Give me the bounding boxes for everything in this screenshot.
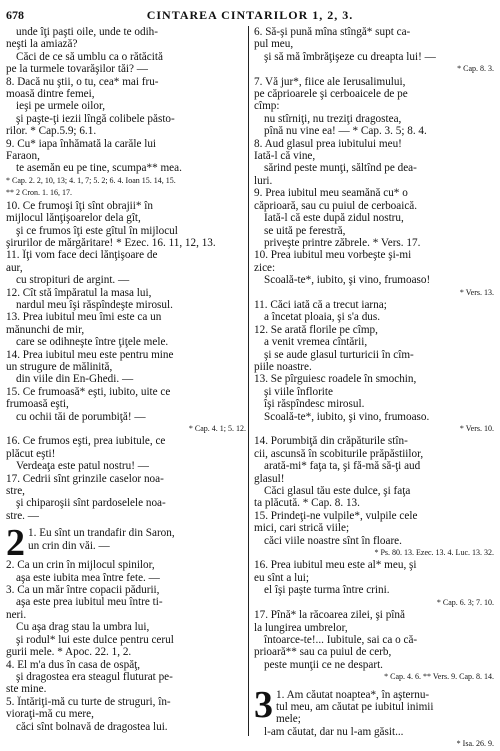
verse-line: 9. Prea iubitul meu seamănă cu* o bbox=[254, 187, 408, 200]
verse-line: l-am căutat, dar nu l-am găsit... bbox=[264, 725, 404, 738]
cross-reference: * Vers. 10. bbox=[459, 424, 494, 433]
verse-line: 12. Cît stă împăratul la masa lui, bbox=[6, 286, 152, 299]
right-verses bbox=[254, 26, 494, 684]
verse-line: 15. Prindeţi-ne vulpile*, vulpile cele bbox=[254, 509, 418, 522]
verse-line: prioară** sau ca puiul de cerb, bbox=[254, 646, 392, 659]
verse-line: din viile din En-Ghedi. — bbox=[16, 373, 134, 386]
verse-line: mici, cari strică viile; bbox=[254, 522, 350, 535]
verse-line: şi paşte-ţi iezii lîngă colibele păsto- bbox=[16, 112, 175, 125]
verse-line: şi rodul* lui este dulce pentru cerul bbox=[16, 633, 174, 646]
cross-reference: * Ps. 80. 13. Ezec. 13. 4. Luc. 13. 32. bbox=[374, 548, 494, 558]
verse-line: 7. Vă jur*, fiice ale Ierusalimului, bbox=[254, 75, 406, 88]
cross-reference: * Isa. 26. 9. bbox=[456, 739, 494, 749]
verse-line: Căci glasul tău este dulce, şi faţa bbox=[264, 485, 411, 498]
verse-line: 10. Ce frumoşi îţi sînt obrajii* în bbox=[6, 199, 153, 212]
verse-line: luri. bbox=[254, 174, 273, 187]
verse-line: şi să mă îmbrăţişeze cu dreapta lui! — bbox=[264, 50, 436, 63]
verse-line: Scoală-te*, iubito, şi vino, frumoaso. bbox=[264, 410, 430, 423]
verse-line: 13. Se pîrguiesc roadele în smochin, bbox=[254, 373, 417, 386]
verse-line: neşti la amiază? bbox=[6, 38, 78, 51]
verse-line: stre. — bbox=[6, 509, 39, 522]
chapter-3-verses bbox=[254, 726, 494, 751]
verse-line: Căci de ce să umblu ca o rătăcită bbox=[16, 50, 163, 63]
verse-line: 1. Eu sînt un trandafir din Saron, bbox=[28, 527, 175, 540]
cross-reference: * Cap. 4. 1; 5. 12. bbox=[188, 424, 246, 433]
verse-line: rilor. * Cap.5.9; 6.1. bbox=[6, 125, 97, 138]
verse-line: aşa este prea iubitul meu între ti- bbox=[16, 596, 163, 609]
verse-line: 11. Căci iată că a trecut iarna; bbox=[254, 298, 387, 311]
verse-line: sărind peste munţi, săltînd pe dea- bbox=[264, 162, 417, 175]
chapter-3-opening bbox=[276, 689, 494, 726]
verse-line: şi dragostea era steagul fluturat pe- bbox=[16, 670, 173, 683]
verse-line: nu stîrniţi, nu treziţi dragostea, bbox=[264, 112, 402, 125]
verse-line: mele; bbox=[276, 713, 301, 726]
verse-line: cu ochii tăi de porumbiţă! — bbox=[16, 410, 146, 423]
cross-reference: * Cap. 4. 6. ** Vers. 9. Cap. 8. 14. bbox=[384, 672, 494, 682]
verse-line: cu stropituri de argint. — bbox=[16, 274, 130, 287]
verse-line: glasul! bbox=[254, 472, 285, 485]
verse-line: 17. Pînă* la răcoarea zilei, şi pînă bbox=[254, 609, 405, 622]
verse-line: ste mine. bbox=[6, 683, 47, 696]
verse-line: 1. Am căutat noaptea*, în aşternu- bbox=[276, 688, 430, 701]
verse-line: 3. Ca un măr între copacii pădurii, bbox=[6, 584, 160, 597]
verse-line: zice: bbox=[254, 261, 276, 274]
chapter-2-opening bbox=[28, 527, 246, 552]
verse-line: 17. Cedrii sînt grinzile caselor noa- bbox=[6, 472, 164, 485]
left-column bbox=[6, 26, 246, 733]
verse-line: 6. Să-şi pună mîna stîngă* supt ca- bbox=[254, 26, 411, 38]
verse-line: un crin din văi. — bbox=[28, 539, 110, 552]
verse-line: piile noastre. bbox=[254, 360, 312, 373]
verse-line: 4. El m'a dus în casa de ospăţ, bbox=[6, 658, 141, 671]
verse-line: Iată-l că este după zidul nostru, bbox=[264, 212, 404, 225]
verse-line: neri. bbox=[6, 608, 27, 621]
verse-line: plăcut eşti! bbox=[6, 447, 56, 460]
verse-line: îşi răspîndesc mirosul. bbox=[264, 398, 365, 411]
verse-line: nardul meu îşi răspîndeşte mirosul. bbox=[16, 298, 173, 311]
verse-line: el îşi paşte turma între crini. bbox=[264, 584, 390, 597]
verse-line: 8. Aud glasul prea iubitului meu! bbox=[254, 137, 402, 150]
verse-line: şi viile înflorite bbox=[264, 385, 333, 398]
verse-line: şi ce frumos îţi este gîtul în mijlocul bbox=[16, 224, 178, 237]
chapter-2-block bbox=[6, 522, 246, 565]
verse-line: 16. Prea iubitul meu este al* meu, şi bbox=[254, 559, 417, 572]
verse-line: frumoasă eşti, bbox=[6, 398, 69, 411]
page-header bbox=[6, 8, 494, 24]
verse-line: şi chiparoşii sînt pardoselele noa- bbox=[16, 497, 166, 510]
verse-line: întoarce-te!... Iubitule, sai ca o că- bbox=[264, 633, 418, 646]
verse-line: 16. Ce frumos eşti, prea iubitule, ce bbox=[6, 435, 166, 448]
verse-line: 12. Se arată florile pe cîmp, bbox=[254, 323, 378, 336]
verse-line: 2. Ca un crin în mijlocul spinilor, bbox=[6, 559, 155, 572]
verse-line: căprioară, sau cu puiul de cerboaică. bbox=[254, 199, 418, 212]
verse-line: mijlocul lănţişoarelor dela gît, bbox=[6, 212, 141, 225]
chapter-3-number: 3 bbox=[254, 683, 273, 726]
cross-reference: * Vers. 13. bbox=[459, 287, 494, 297]
verse-line: a încetat ploaia, şi s'a dus. bbox=[264, 311, 381, 324]
verse-line: căci sînt bolnavă de dragostea lui. bbox=[16, 720, 168, 733]
verse-line: cii, ascunsă în scobiturile prăpăstiilor, bbox=[254, 447, 424, 460]
verse-line: 8. Dacă nu ştii, o tu, cea* mai fru- bbox=[6, 75, 159, 88]
verse-line: pînă nu vine ea! — * Cap. 3. 5; 8. 4. bbox=[264, 125, 427, 138]
verse-line: căci viile noastre sînt în floare. bbox=[264, 534, 402, 547]
chapter-2-number: 2 bbox=[6, 522, 25, 565]
verse-line: mănunchi de mir, bbox=[6, 323, 85, 336]
verse-line: 10. Prea iubitul meu vorbeşte şi-mi bbox=[254, 249, 412, 262]
verse-line: 14. Prea iubitul meu este pentru mine bbox=[6, 348, 174, 361]
chapter-3-block bbox=[254, 683, 494, 726]
verse-line: 13. Prea iubitul meu îmi este ca un bbox=[6, 311, 162, 324]
page-title: CINTAREA CINTARILOR 1, 2, 3. bbox=[146, 8, 354, 22]
verse-line: eu sînt a lui; bbox=[254, 571, 309, 584]
verse-line: aşa este iubita mea între fete. — bbox=[16, 571, 160, 584]
verse-line: ieşi pe urmele oilor, bbox=[16, 100, 106, 113]
page-number: 678 bbox=[6, 8, 24, 22]
verse-line: vioraţi-mă cu mere, bbox=[6, 708, 94, 721]
verse-line: 11. Îţi vom face deci lănţişoare de bbox=[6, 249, 158, 262]
verse-line: tul meu, am căutat pe iubitul inimii bbox=[276, 700, 434, 713]
chapter-2-verses bbox=[6, 559, 246, 733]
verse-line: pe căprioarele şi cerboaicele de pe bbox=[254, 88, 408, 101]
verse-line: Scoală-te*, iubito, şi vino, frumoaso! bbox=[264, 274, 431, 287]
left-verses bbox=[6, 26, 246, 522]
verse-line: stre, bbox=[6, 485, 25, 498]
verse-line: aur, bbox=[6, 261, 23, 274]
verse-line: pe la turmele tovarăşilor tăi? — bbox=[6, 63, 148, 76]
verse-line: unde îţi paşti oile, unde te odih- bbox=[16, 26, 158, 38]
verse-line: la lungirea umbrelor, bbox=[254, 621, 348, 634]
verse-line: ta plăcută. * Cap. 8. 13. bbox=[254, 497, 360, 510]
verse-line: te asemăn eu pe tine, scumpa** mea. bbox=[16, 162, 182, 175]
verse-line: priveşte printre zăbrele. * Vers. 17. bbox=[264, 236, 421, 249]
verse-line: Cu aşa drag stau la umbra lui, bbox=[16, 621, 150, 634]
cross-reference: * Cap. 8. 3. bbox=[457, 64, 494, 74]
verse-line: 9. Cu* iapa înhămată la carăle lui bbox=[6, 137, 157, 150]
verse-line: a venit vremea cîntării, bbox=[264, 336, 368, 349]
verse-line: se uită pe ferestră, bbox=[264, 224, 346, 237]
right-column bbox=[254, 26, 494, 751]
cross-reference: ** 2 Cron. 1. 16, 17. bbox=[6, 188, 72, 198]
verse-line: şi se aude glasul turturicii în cîm- bbox=[264, 348, 414, 361]
verse-line: Faraon, bbox=[6, 150, 40, 163]
cross-reference: * Cap. 2. 2, 10, 13; 4. 1, 7; 5. 2; 6. 4. Ioan 15. 14, 15. bbox=[6, 175, 176, 185]
verse-line: moasă dintre femei, bbox=[6, 88, 95, 101]
verse-line: gurii mele. * Apoc. 22. 1, 2. bbox=[6, 646, 132, 659]
verse-line: 5. Întăriţi-mă cu turte de struguri, în- bbox=[6, 695, 171, 708]
verse-line: 14. Porumbiţă din crăpăturile stîn- bbox=[254, 435, 408, 448]
verse-line: un strugure de mălinită, bbox=[6, 360, 113, 373]
verse-line: Verdeaţa este patul nostru! — bbox=[16, 460, 149, 473]
verse-line: Iată-l că vine, bbox=[254, 150, 316, 163]
verse-line: pul meu, bbox=[254, 38, 294, 51]
verse-line: cîmp: bbox=[254, 100, 280, 113]
verse-line: care se odihneşte între ţiţele mele. bbox=[16, 336, 169, 349]
cross-reference: * Cap. 6. 3; 7. 10. bbox=[436, 597, 494, 607]
verse-line: arată-mi* faţa ta, şi fă-mă să-ţi aud bbox=[264, 460, 421, 473]
verse-line: 15. Ce frumoasă* eşti, iubito, uite ce bbox=[6, 385, 171, 398]
column-divider bbox=[248, 26, 249, 736]
verse-line: peste munţii ce ne despart. bbox=[264, 658, 383, 671]
verse-line: şirurilor de mărgăritare! * Ezec. 16. 11, 12, 13. bbox=[6, 236, 216, 249]
